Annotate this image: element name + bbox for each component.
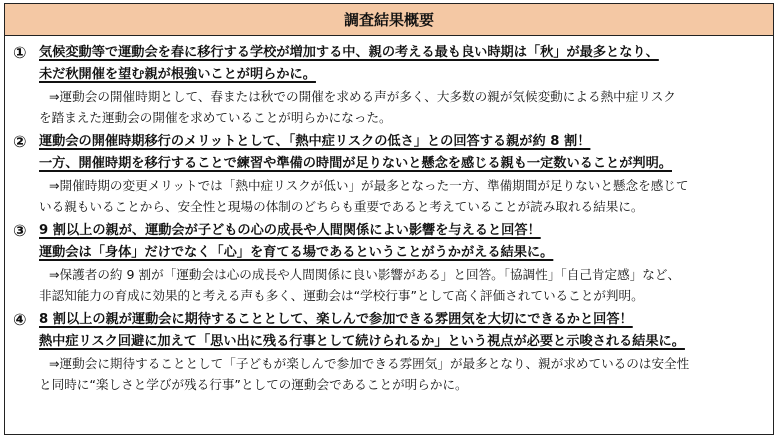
summary-body bbox=[5, 36, 773, 395]
finding-headline: 8 割以上の親が運動会に期待することとして、楽しんで参加できる雰囲気を大切にできるかと回答！ bbox=[39, 312, 633, 327]
summary-title: 調査結果概要 bbox=[343, 11, 434, 29]
finding-detail: ⇒保護者の約 9 割が「運動会は心の成長や人間関係に良い影響がある」と回答。「協調性」「自己肯定感」など、 bbox=[49, 267, 681, 282]
finding-item bbox=[13, 131, 763, 217]
finding-detail: ⇒開催時期の変更メリットでは「熱中症リスクが低い」が最多となった一方、準備期間が足りないと懸念を感じて bbox=[49, 178, 689, 193]
finding-headline: 気候変動等で運動会を春に移行する学校が増加する中、親の考える最も良い時期は「秋」が最多となり、 bbox=[39, 45, 659, 60]
finding-detail: 非認知能力の育成に効果的と考える声も多く、運動会は“学校行事”として高く評価されていることが判明。 bbox=[39, 288, 644, 303]
finding-detail: と同時に“楽しさと学びが残る行事”としての運動会であることが明らかに。 bbox=[39, 377, 468, 392]
finding-headline: 未だ秋開催を望む親が根強いことが明らかに。 bbox=[39, 67, 316, 82]
summary-box bbox=[4, 3, 774, 435]
finding-detail: ⇒運動会に期待することとして「子どもが楽しんで参加できる雰囲気」が最多となり、親が求めているのは安全性 bbox=[49, 356, 690, 371]
finding-item bbox=[13, 42, 763, 128]
finding-number: ① bbox=[13, 43, 27, 62]
finding-headline: 運動会は「身体」だけでなく「心」を育てる場であるということがうかがえる結果に。 bbox=[39, 245, 554, 260]
finding-item bbox=[13, 309, 763, 395]
finding-headline: 運動会の開催時期移行のメリットとして、「熱中症リスクの低さ」との回答する親が約 8 割！ bbox=[39, 134, 591, 149]
finding-number: ③ bbox=[13, 221, 27, 240]
finding-headline: 熱中症リスク回避に加えて「思い出に残る行事として続けられるか」という視点が必要と示唆される結果に。 bbox=[39, 334, 685, 349]
finding-item bbox=[13, 220, 763, 306]
finding-headline: 一方、開催時期を移行することで練習や準備の時間が足りないと懸念を感じる親も一定数いることが判明。 bbox=[39, 156, 672, 171]
finding-detail: を踏まえた運動会の開催を求めていることが明らかになった。 bbox=[39, 110, 392, 125]
finding-number: ④ bbox=[13, 310, 27, 329]
finding-detail: ⇒運動会の開催時期として、春または秋での開催を求める声が多く、大多数の親が気候変動による熱中症リスク bbox=[49, 89, 676, 104]
summary-header bbox=[5, 4, 773, 36]
finding-number: ② bbox=[13, 132, 27, 151]
finding-detail: いる親もいることから、安全性と現場の体制のどちらも重要であると考えていることが読み取れる結果に。 bbox=[39, 199, 644, 214]
finding-headline: 9 割以上の親が、運動会が子どもの心の成長や人間関係によい影響を与えると回答！ bbox=[39, 223, 541, 238]
